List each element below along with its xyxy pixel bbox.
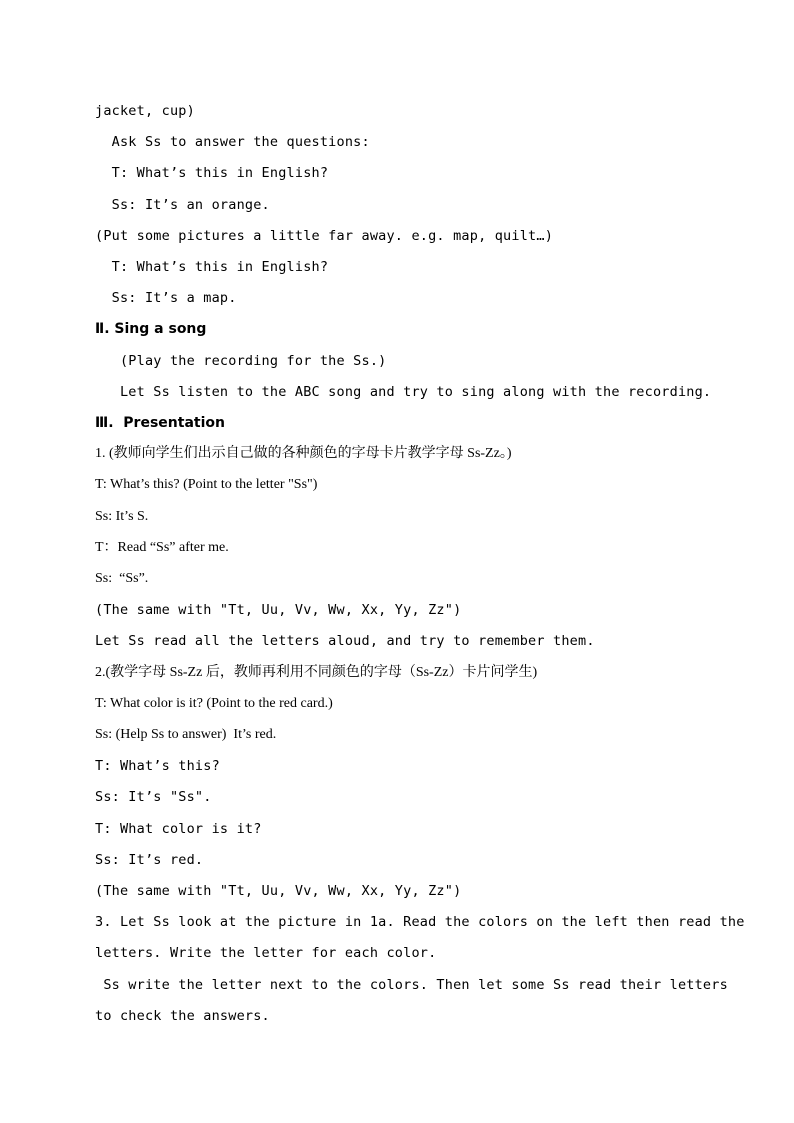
text-line: (The same with "Tt, Uu, Vv, Ww, Xx, Yy, Zz") — [95, 602, 462, 618]
text-line: (Play the recording for the Ss.) — [95, 353, 387, 369]
text-line: (Put some pictures a little far away. e.g. map, quilt…) — [95, 228, 554, 244]
text-line: T: What color is it? — [95, 821, 262, 837]
text-line: T: What color is it? (Point to the red card.) — [95, 696, 333, 711]
text-line: Ss: It’s an orange. — [95, 197, 270, 213]
text-line: Let Ss read all the letters aloud, and try to remember them. — [95, 633, 595, 649]
text-line: T: What’s this? — [95, 758, 220, 774]
text-line: Ss: (Help Ss to answer) It’s red. — [95, 727, 277, 742]
section-heading: Ⅱ. Sing a song — [95, 321, 207, 337]
text-line: Ss: It’s red. — [95, 852, 204, 868]
text-line: Ss: It’s a map. — [95, 290, 237, 306]
text-line: T: What’s this in English? — [95, 259, 329, 275]
text-line: Let Ss listen to the ABC song and try to sing along with the recording. — [95, 384, 712, 400]
text-line: (The same with "Tt, Uu, Vv, Ww, Xx, Yy, Zz") — [95, 883, 462, 899]
text-line: 1. (教师向学生们出示自己做的各种颜色的字母卡片教学字母 Ss-Zz。) — [95, 446, 512, 461]
text-line: Ask Ss to answer the questions: — [95, 134, 370, 150]
text-line: letters. Write the letter for each color. — [95, 945, 437, 961]
text-line: T: What’s this? (Point to the letter "Ss") — [95, 477, 318, 492]
text-line: Ss write the letter next to the colors. Then let some Ss read their letters — [95, 977, 728, 993]
text-line: jacket, cup) — [95, 103, 195, 119]
text-line: T：Read “Ss” after me. — [95, 540, 229, 555]
section-heading: Ⅲ. Presentation — [95, 415, 225, 431]
text-line: T: What’s this in English? — [95, 165, 329, 181]
text-line: Ss: It’s S. — [95, 509, 149, 524]
text-line: 3. Let Ss look at the picture in 1a. Read the colors on the left then read the — [95, 914, 745, 930]
text-line: 2.(教学字母 Ss-Zz 后，教师再利用不同颜色的字母（Ss-Zz）卡片问学生) — [95, 665, 538, 680]
text-line: Ss: It’s "Ss". — [95, 789, 212, 805]
text-line: to check the answers. — [95, 1008, 270, 1024]
text-line: Ss: “Ss”. — [95, 571, 149, 586]
